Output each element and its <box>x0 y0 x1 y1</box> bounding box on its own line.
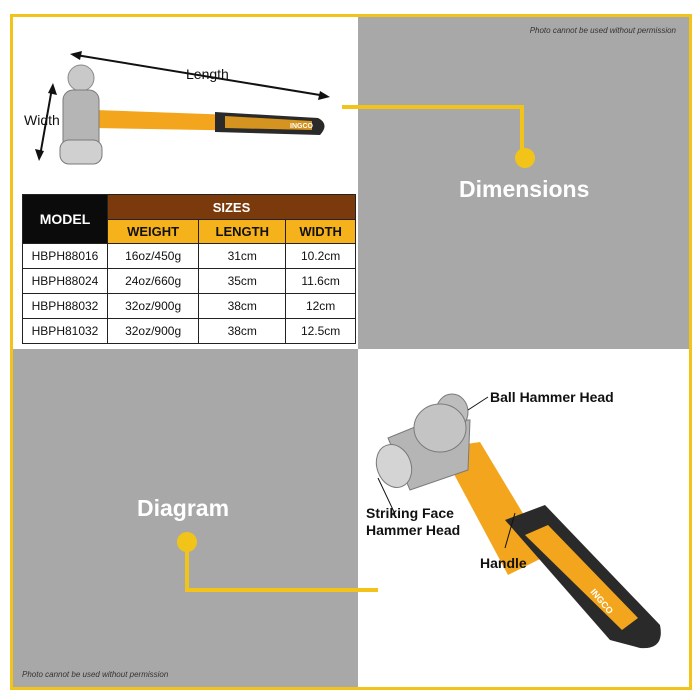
diagram-connector-line <box>187 540 378 590</box>
model-cell: HBPH81032 <box>23 319 108 344</box>
small-hammer-logo: INGCO <box>290 123 313 130</box>
weight-cell: 32oz/900g <box>108 319 199 344</box>
handle-label: Handle <box>480 555 527 571</box>
table-row <box>23 269 356 294</box>
diagram-title: Diagram <box>137 495 230 521</box>
sizes-header: SIZES <box>108 195 356 220</box>
weight-cell: 16oz/450g <box>108 244 199 269</box>
length-cell: 31cm <box>199 244 286 269</box>
model-cell: HBPH88024 <box>23 269 108 294</box>
ball-head-callout-line <box>468 397 488 410</box>
table-row <box>23 244 356 269</box>
table-row <box>23 319 356 344</box>
width-cell: 12cm <box>286 294 356 319</box>
model-cell: HBPH88016 <box>23 244 108 269</box>
length-header: LENGTH <box>199 220 286 244</box>
weight-cell: 32oz/900g <box>108 294 199 319</box>
ball-hammer-head-label: Ball Hammer Head <box>490 389 614 405</box>
length-cell: 38cm <box>199 319 286 344</box>
length-label: Length <box>186 66 229 82</box>
weight-cell: 24oz/660g <box>108 269 199 294</box>
width-header: WIDTH <box>286 220 356 244</box>
width-cell: 12.5cm <box>286 319 356 344</box>
length-cell: 35cm <box>199 269 286 294</box>
large-hammer-logo: INGCO <box>588 586 616 616</box>
sizes-table <box>22 194 356 344</box>
model-header: MODEL <box>23 195 108 244</box>
dimensions-title: Dimensions <box>459 176 590 202</box>
striking-face-label: Striking Face Hammer Head <box>366 505 461 538</box>
weight-header: WEIGHT <box>108 220 199 244</box>
width-cell: 11.6cm <box>286 269 356 294</box>
width-label: Width <box>24 112 60 128</box>
watermark-top: Photo cannot be used without permission <box>529 26 676 35</box>
length-cell: 38cm <box>199 294 286 319</box>
table-row <box>23 294 356 319</box>
dimensions-connector-line <box>342 107 522 158</box>
model-cell: HBPH88032 <box>23 294 108 319</box>
diagram-connector-dot <box>177 532 197 552</box>
dimensions-connector-dot <box>515 148 535 168</box>
width-cell: 10.2cm <box>286 244 356 269</box>
watermark-bottom: Photo cannot be used without permission <box>22 670 169 679</box>
